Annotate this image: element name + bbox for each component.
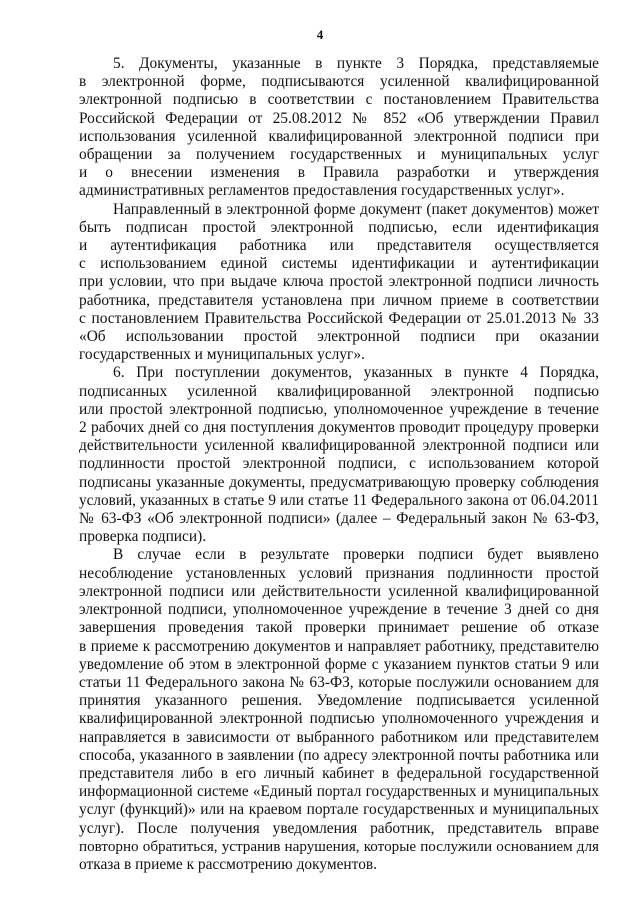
text-line: и аутентификация работника или представителя осуществляется <box>79 237 599 255</box>
text-line: проверка подписи). <box>79 528 207 546</box>
text-line: подписаны указанные документы, предусматривающую проверку соблюдения <box>79 473 599 491</box>
text-line: электронной подписью в соответствии с постановлением Правительства <box>79 91 599 109</box>
text-line: № 63-ФЗ «Об электронной подписи» (далее – Федеральный закон № 63-ФЗ, <box>79 510 599 528</box>
text-line: условий, указанных в статье 9 или статье 11 Федерального закона от 06.04.2011 <box>79 491 599 509</box>
paragraph-1 <box>79 55 599 201</box>
text-line: обращении за получением государственных и муниципальных услуг <box>79 146 599 164</box>
text-line: 6. При поступлении документов, указанных в пункте 4 Порядка, <box>113 364 599 382</box>
paragraph-4 <box>79 546 599 874</box>
text-line: использования усиленной квалифицированной электронной подписи при <box>79 127 599 145</box>
text-line: услуг). После получения уведомления работник, представитель вправе <box>79 819 599 837</box>
text-line: уведомление об этом в электронной форме с указанием пунктов статьи 9 или <box>79 655 599 673</box>
paragraph-3 <box>79 364 599 546</box>
text-line: действительности усиленной квалифицированной электронной подписи или <box>79 437 599 455</box>
text-line: в электронной форме, подписываются усиленной квалифицированной <box>79 73 599 91</box>
text-line: подписанных усиленной квалифицированной электронной подписью <box>79 382 599 400</box>
text-line: с постановлением Правительства Российской Федерации от 25.01.2013 № 33 <box>79 309 599 327</box>
text-line: В случае если в результате проверки подписи будет выявлено <box>113 546 599 564</box>
text-line: квалифицированной электронной подписью уполномоченного учреждения и <box>79 710 599 728</box>
text-line: услуг (функций)» или на краевом портале государственных и муниципальных <box>79 801 599 819</box>
text-line: отказа в приеме к рассмотрению документов. <box>79 855 378 873</box>
text-line: подлинности простой электронной подписи, с использованием которой <box>79 455 599 473</box>
text-line: электронной подписи, уполномоченное учреждение в течение 3 дней со дня <box>79 601 599 619</box>
text-line: Направленный в электронной форме документ (пакет документов) может <box>113 200 599 218</box>
text-line: с использованием единой системы идентификации и аутентификации <box>79 255 599 273</box>
text-line: направляется в зависимости от выбранного работником или представителем <box>79 728 599 746</box>
text-line: «Об использовании простой электронной подписи при оказании <box>79 328 599 346</box>
text-line: способа, указанного в заявлении (по адресу электронной почты работника или <box>79 746 599 764</box>
text-line: и о внесении изменения в Правила разработки и утверждения <box>79 164 599 182</box>
text-line: электронной подписи или действительности усиленной квалифицированной <box>79 582 599 600</box>
document-body <box>79 55 599 874</box>
text-line: представителя либо в его личный кабинет в федеральной государственной <box>79 764 599 782</box>
page-number: 4 <box>316 27 324 42</box>
text-line: Российской Федерации от 25.08.2012 № 852 «Об утверждении Правил <box>79 109 599 127</box>
text-line: государственных и муниципальных услуг». <box>79 346 365 364</box>
text-line: информационной системе «Единый портал государственных и муниципальных <box>79 783 599 801</box>
text-line: или простой электронной подписью, уполномоченное учреждение в течение <box>79 400 599 418</box>
text-line: завершения проведения такой проверки принимает решение об отказе <box>79 619 599 637</box>
text-line: 5. Документы, указанные в пункте 3 Порядка, представляемые <box>113 55 599 72</box>
text-line: административных регламентов предоставления государственных услуг». <box>79 182 565 200</box>
text-line: 2 рабочих дней со дня поступления документов проводит процедуру проверки <box>79 419 599 437</box>
text-line: статьи 11 Федерального закона № 63-ФЗ, которые послужили основанием для <box>79 673 599 691</box>
text-line: в приеме к рассмотрению документов и направляет работнику, представителю <box>79 637 599 655</box>
text-line: работника, представителя установлена при личном приеме в соответствии <box>79 291 599 309</box>
text-line: быть подписан простой электронной подписью, если идентификация <box>79 218 599 236</box>
text-line: несоблюдение установленных условий признания подлинности простой <box>79 564 599 582</box>
text-line: принятия указанного решения. Уведомление подписывается усиленной <box>79 692 599 710</box>
paragraph-2 <box>79 201 599 365</box>
text-line: повторно обратиться, устранив нарушения, которые послужили основанием для <box>79 838 599 855</box>
text-line: при условии, что при выдаче ключа простой электронной подписи личность <box>79 273 599 291</box>
